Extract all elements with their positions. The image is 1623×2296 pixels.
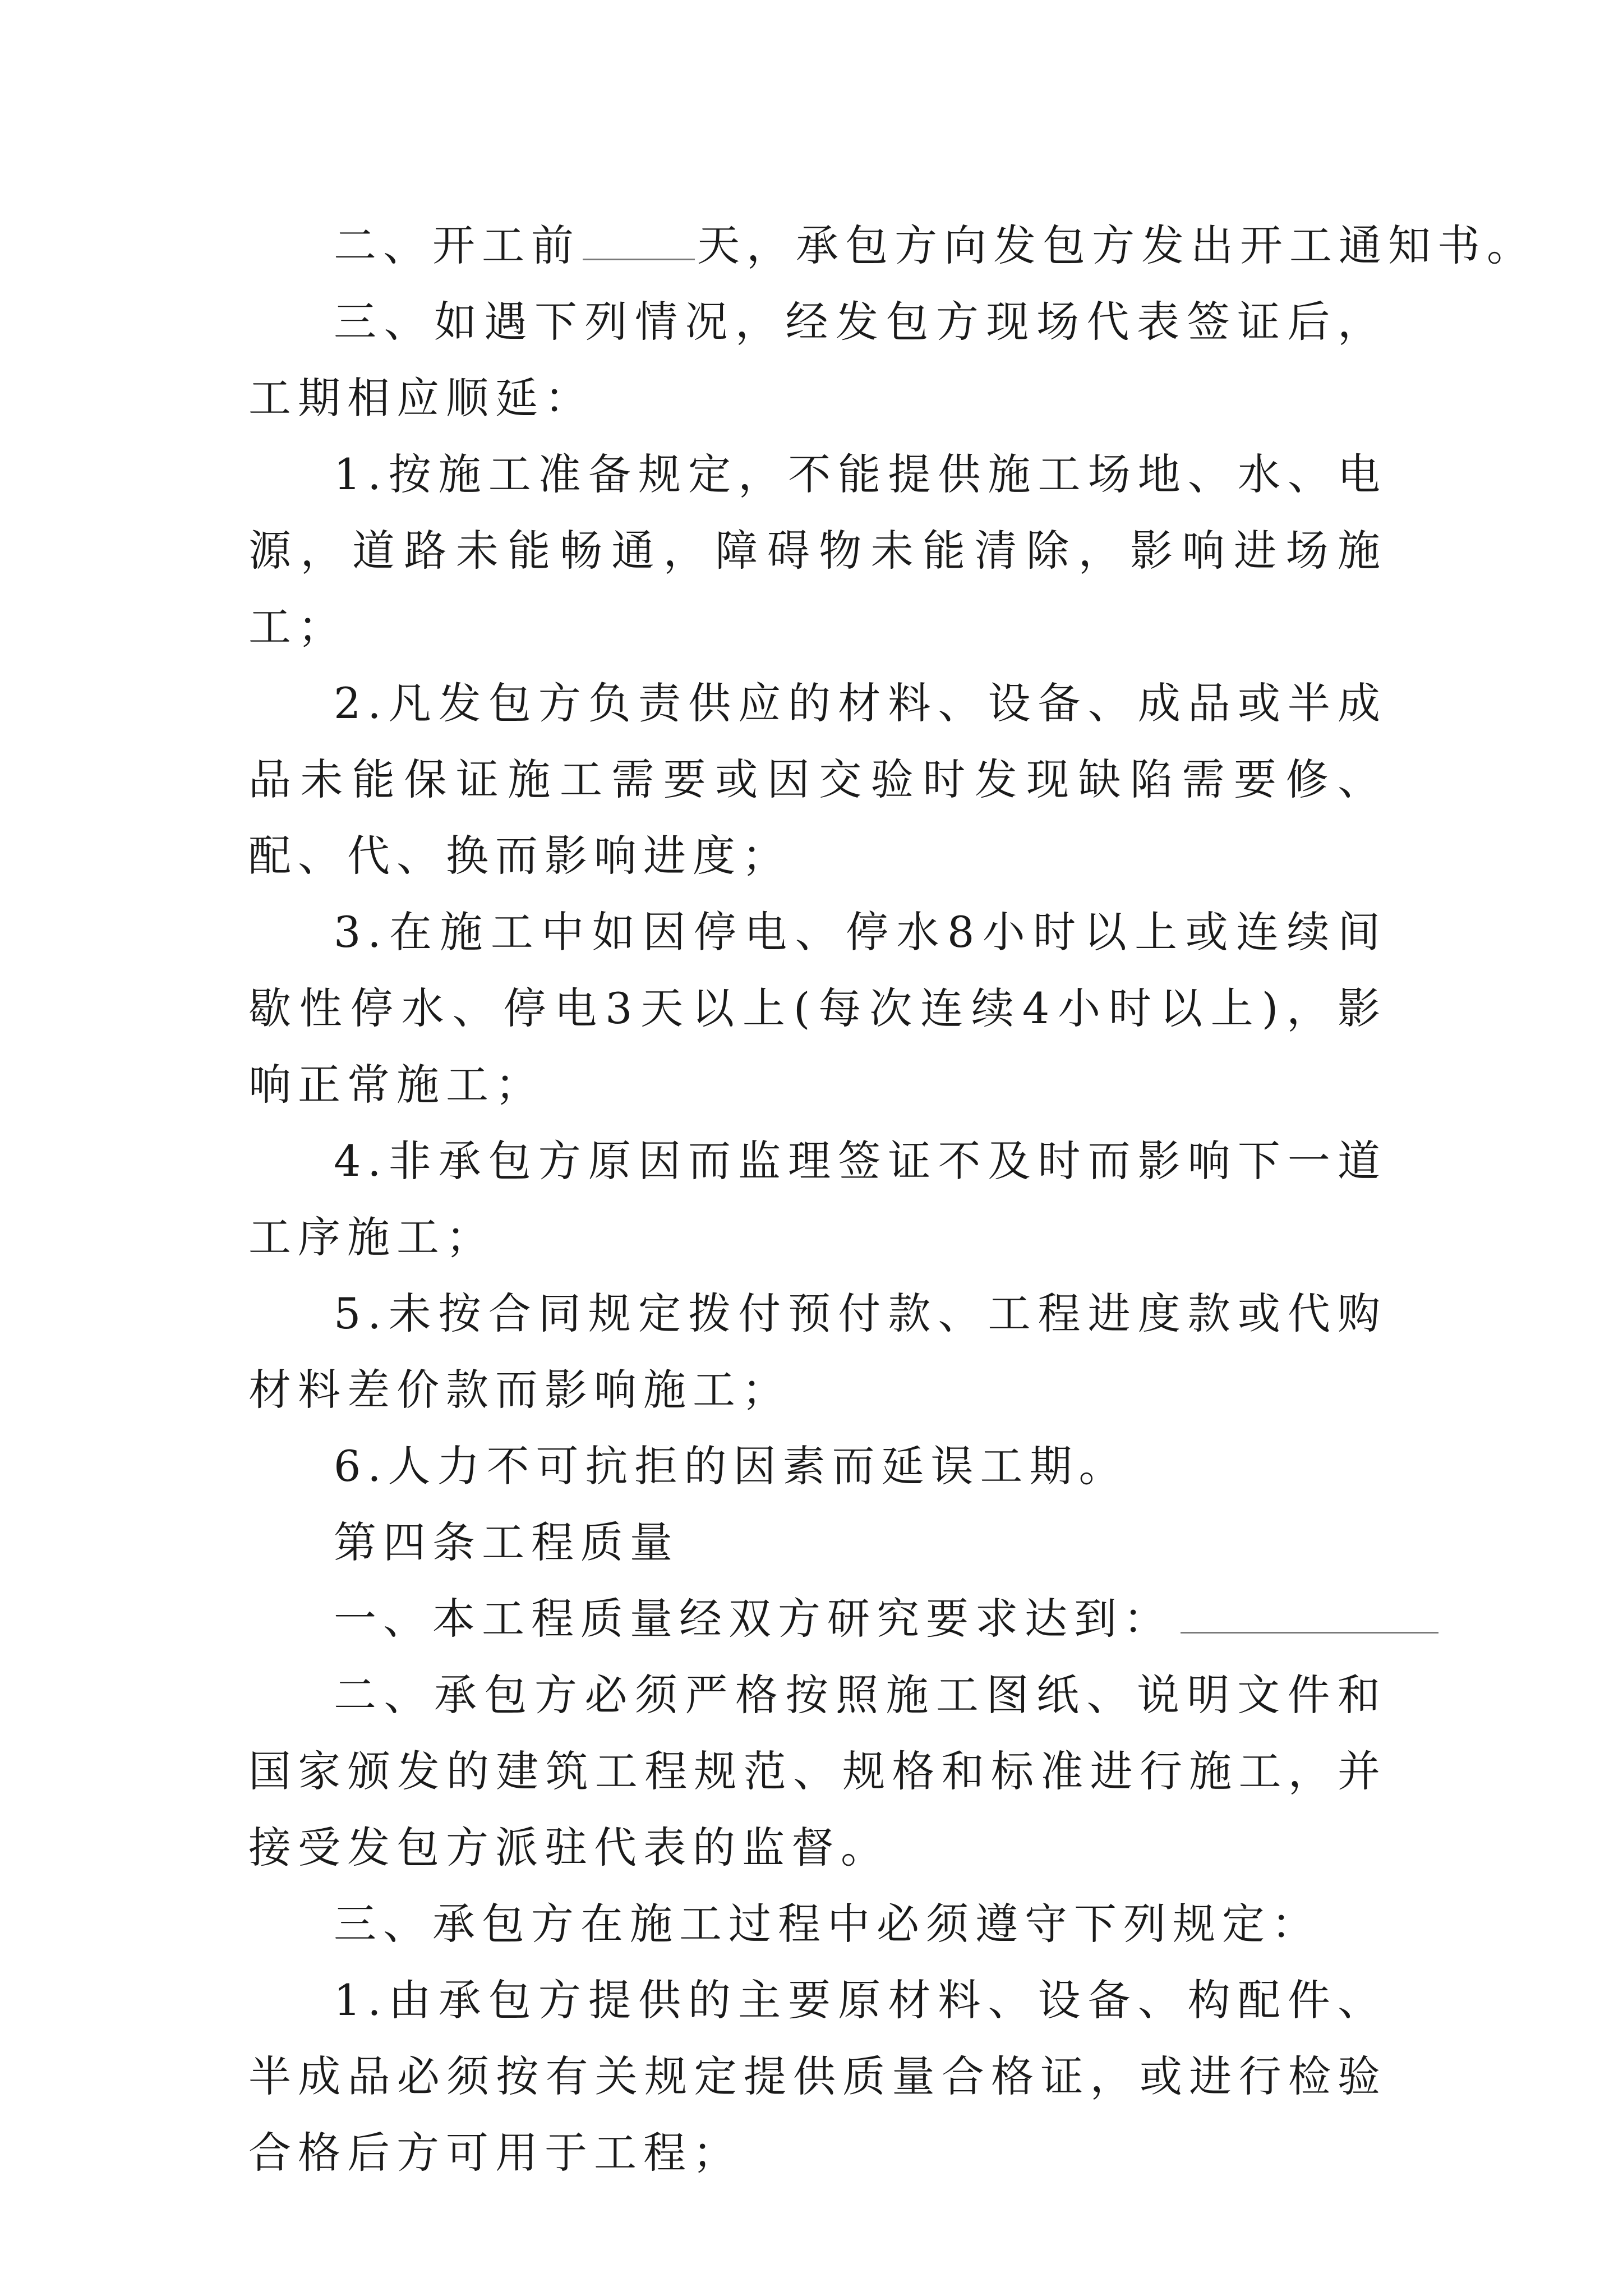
paragraph-delay-conditions: 三、如遇下列情况，经发包方现场代表签证后，工期相应顺延： (248, 297, 1387, 423)
paragraph-construction-rules: 三、承包方在施工过程中必须遵守下列规定： (334, 1899, 1321, 1949)
paragraph-start-notice-prefix: 二、开工前 (334, 220, 580, 270)
paragraph-condition-2: 2.凡发包方负责供应的材料、设备、成品或半成品未能保证施工需要或因交验时发现缺陷需要修、配、代、换而影响进度； (248, 678, 1387, 881)
days-blank-field (583, 225, 695, 260)
paragraph-condition-5: 5.未按合同规定拨付预付款、工程进度款或代购材料差价款而影响施工； (248, 1289, 1387, 1415)
section-heading-quality: 第四条工程质量 (334, 1517, 679, 1567)
paragraph-condition-4: 4.非承包方原因而监理签证不及时而影响下一道工序施工； (248, 1136, 1387, 1262)
quality-target-blank-field (1181, 1598, 1438, 1634)
paragraph-start-notice (248, 208, 1536, 284)
paragraph-condition-6: 6.人力不可抗拒的因素而延误工期。 (334, 1441, 1128, 1491)
paragraph-quality-target-text: 一、本工程质量经双方研究要求达到： (334, 1594, 1173, 1644)
document-body (248, 208, 1536, 2191)
paragraph-quality-target (248, 1581, 1387, 1657)
paragraph-start-notice-suffix: 天，承包方向发包方发出开工通知书。 (697, 220, 1536, 270)
paragraph-condition-1: 1.按施工准备规定，不能提供施工场地、水、电源，道路未能畅通，障碍物未能清除，影响进场施工； (248, 449, 1387, 652)
paragraph-condition-3: 3.在施工中如因停电、停水8小时以上或连续间歇性停水、停电3天以上(每次连续4小时以上)，影响正常施工； (248, 907, 1387, 1110)
paragraph-construction-standards: 二、承包方必须严格按照施工图纸、说明文件和国家颁发的建筑工程规范、规格和标准进行施工，并接受发包方派驻代表的监督。 (248, 1670, 1387, 1872)
paragraph-rule-1: 1.由承包方提供的主要原材料、设备、构配件、半成品必须按有关规定提供质量合格证，或进行检验合格后方可用于工程； (248, 1975, 1387, 2178)
